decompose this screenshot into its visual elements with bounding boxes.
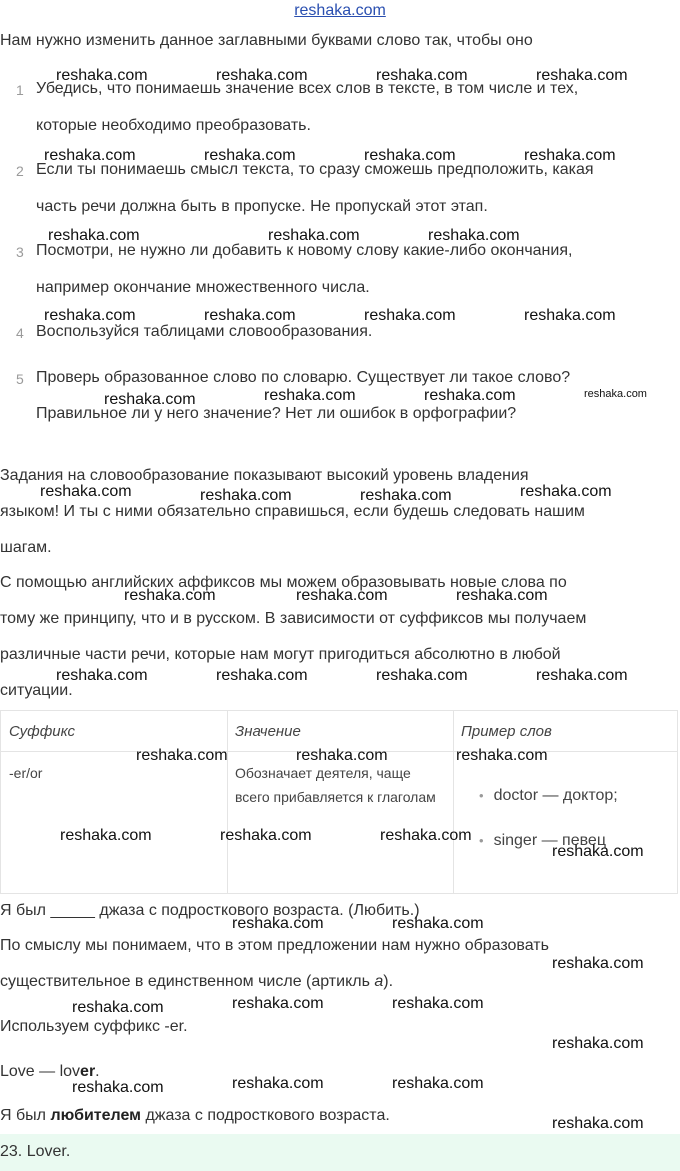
watermark: reshaka.com	[296, 587, 388, 604]
result-sentence	[0, 1107, 390, 1125]
step-number: 2	[16, 163, 24, 179]
step-text: Посмотри, не нужно ли добавить к новому слову какие-либо окончания,	[36, 242, 573, 259]
site-link[interactable]: reshaka.com	[294, 2, 386, 19]
paragraph-line: тому же принципу, что и в русском. В зависимости от суффиксов мы получаем	[0, 610, 587, 627]
result-text: джаза с подросткового возраста.	[141, 1107, 390, 1124]
watermark: reshaka.com	[536, 667, 628, 684]
watermark: reshaka.com	[364, 307, 456, 324]
watermark: reshaka.com	[392, 1075, 484, 1092]
watermark: reshaka.com	[392, 995, 484, 1012]
table-header-row	[1, 711, 677, 752]
watermark: reshaka.com	[136, 747, 228, 764]
watermark: reshaka.com	[44, 307, 136, 324]
watermark: reshaka.com	[216, 667, 308, 684]
list-item	[479, 787, 618, 805]
watermark: reshaka.com	[44, 147, 136, 164]
explain-text: существительное в единственном числе (артикль	[0, 973, 375, 990]
watermark: reshaka.com	[376, 67, 468, 84]
watermark: reshaka.com	[264, 387, 356, 404]
paragraph-line: С помощью английских аффиксов мы можем образовывать новые слова по	[0, 574, 567, 591]
paragraph-line: шагам.	[0, 539, 52, 556]
watermark: reshaka.com	[520, 483, 612, 500]
watermark: reshaka.com	[72, 1079, 164, 1096]
derivation-end: .	[95, 1063, 100, 1080]
watermark: reshaka.com	[584, 388, 647, 400]
watermark: reshaka.com	[204, 147, 296, 164]
watermark: reshaka.com	[552, 1035, 644, 1052]
watermark: reshaka.com	[524, 307, 616, 324]
watermark: reshaka.com	[220, 827, 312, 844]
watermark: reshaka.com	[56, 667, 148, 684]
watermark: reshaka.com	[364, 147, 456, 164]
step-number: 1	[16, 82, 24, 98]
step-text: Правильное ли у него значение? Нет ли ошибок в орфографии?	[36, 405, 517, 422]
watermark: reshaka.com	[296, 747, 388, 764]
derivation-suffix: er	[80, 1063, 96, 1080]
result-word: любителем	[50, 1107, 141, 1124]
watermark: reshaka.com	[104, 391, 196, 408]
step-text: Проверь образованное слово по словарю. Существует ли такое слово?	[36, 369, 571, 386]
table-header: Значение	[235, 723, 301, 740]
table-header: Суффикс	[9, 723, 75, 740]
step-text: например окончание множественного числа.	[36, 279, 370, 296]
example-word: doctor — доктор;	[493, 787, 618, 804]
example-word: singer — певец	[493, 832, 606, 849]
derivation-base: Love — lov	[0, 1063, 81, 1080]
intro-text: Нам нужно изменить данное заглавными буквами слово так, чтобы оно	[0, 32, 533, 49]
watermark: reshaka.com	[232, 1075, 324, 1092]
step-number: 4	[16, 325, 24, 341]
watermark: reshaka.com	[428, 227, 520, 244]
watermark: reshaka.com	[456, 747, 548, 764]
article-word: a	[374, 973, 384, 990]
step-text: часть речи должна быть в пропуске. Не пропускай этот этап.	[36, 198, 488, 215]
watermark: reshaka.com	[456, 587, 548, 604]
step-text: Убедись, что понимаешь значение всех слов в тексте, в том числе и тех,	[36, 80, 579, 97]
step-number: 3	[16, 244, 24, 260]
step-text: Воспользуйся таблицами словообразования.	[36, 323, 373, 340]
watermark: reshaka.com	[216, 67, 308, 84]
watermark: reshaka.com	[380, 827, 472, 844]
answer-text: 23. Lover.	[0, 1143, 71, 1160]
paragraph-line: различные части речи, которые нам могут пригодиться абсолютно в любой	[0, 646, 561, 663]
watermark: reshaka.com	[232, 995, 324, 1012]
watermark: reshaka.com	[376, 667, 468, 684]
explain-line	[0, 973, 393, 991]
paragraph-line: ситуации.	[0, 682, 73, 699]
watermark: reshaka.com	[56, 67, 148, 84]
watermark: reshaka.com	[552, 1115, 644, 1132]
watermark: reshaka.com	[524, 147, 616, 164]
answer-bar	[0, 1134, 680, 1171]
task-sentence: Я был _____ джаза с подросткового возраста. (Любить.)	[0, 902, 420, 919]
step-text: Если ты понимаешь смысл текста, то сразу сможешь предположить, какая	[36, 161, 594, 178]
watermark: reshaka.com	[72, 999, 164, 1016]
watermark: reshaka.com	[360, 487, 452, 504]
watermark: reshaka.com	[536, 67, 628, 84]
table-cell-suffix: -er/or	[9, 765, 43, 781]
explain-line: По смыслу мы понимаем, что в этом предложении нам нужно образовать	[0, 937, 549, 954]
paragraph-line: языком! И ты с ними обязательно справишься, если будешь следовать нашим	[0, 503, 585, 520]
table-header: Пример слов	[461, 723, 552, 740]
step-number: 5	[16, 371, 24, 387]
watermark: reshaka.com	[200, 487, 292, 504]
watermark: reshaka.com	[392, 915, 484, 932]
column-divider	[453, 711, 454, 893]
watermark: reshaka.com	[48, 227, 140, 244]
watermark: reshaka.com	[204, 307, 296, 324]
watermark: reshaka.com	[424, 387, 516, 404]
watermark: reshaka.com	[40, 483, 132, 500]
table-cell-meaning: Обозначает деятеля, чаще всего прибавляется к глаголам	[235, 765, 436, 805]
watermark: reshaka.com	[60, 827, 152, 844]
watermark: reshaka.com	[232, 915, 324, 932]
watermark: reshaka.com	[552, 843, 644, 860]
explain-text: ).	[383, 973, 394, 990]
paragraph-line: Задания на словообразование показывают высокий уровень владения	[0, 467, 529, 484]
step-text: которые необходимо преобразовать.	[36, 117, 311, 134]
suffix-note: Используем суффикс -er.	[0, 1018, 188, 1035]
suffix-table	[0, 710, 678, 894]
watermark: reshaka.com	[124, 587, 216, 604]
column-divider	[227, 711, 228, 893]
result-text: Я был	[0, 1107, 51, 1124]
watermark: reshaka.com	[268, 227, 360, 244]
watermark: reshaka.com	[552, 955, 644, 972]
